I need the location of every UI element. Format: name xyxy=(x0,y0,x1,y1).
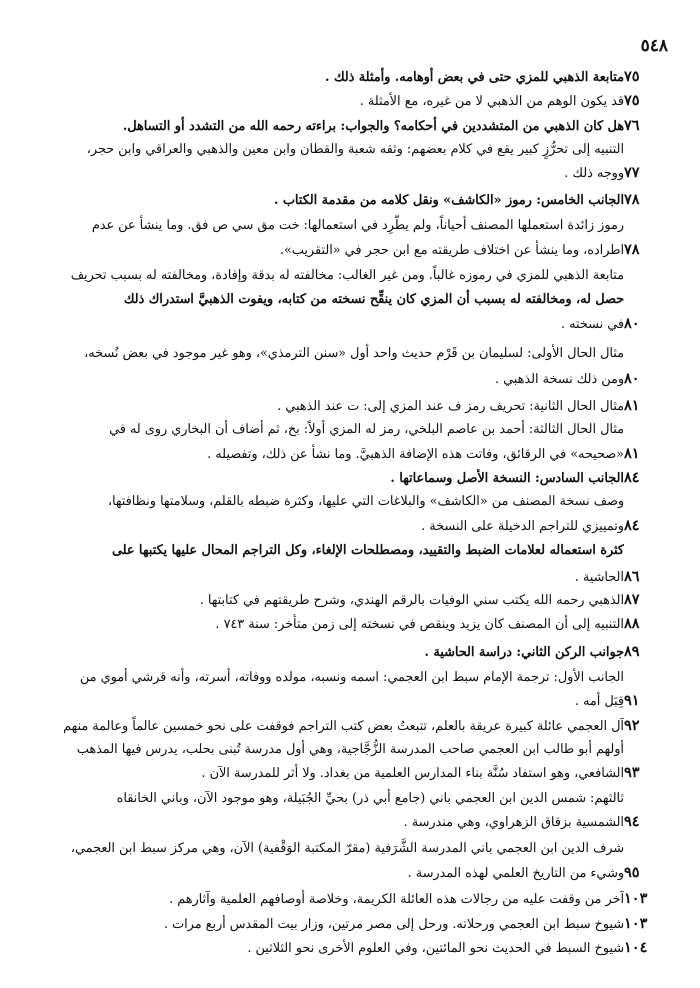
contents-line-text: مثال الحال الثانية: تحريف رمز ف عند المزي إلى: ت عند الذهبي . xyxy=(277,399,624,414)
contents-line-page: ٧٦ xyxy=(624,117,640,134)
contents-line-text: التنبيه إلى أن المصنف كان يزيد وينقص في نسخته إلى زمن متأخر: سنة ٧٤٣ . xyxy=(215,617,624,632)
contents-line-text: مثال الحال الأولى: لسليمان بن قَرْم حديث واحد أول «سنن الترمذي»، وهو غير موجود في بعض نُسخه، xyxy=(84,346,624,361)
contents-line xyxy=(28,189,672,211)
contents-line-page: ١٠٣ xyxy=(624,890,648,907)
contents-line-text: الشافعي، وهو استفاد سُنَّة بناء المدارس العلمية من بغداد. ولا أثر للمدرسة الآن . xyxy=(201,766,624,781)
contents-line xyxy=(28,613,672,635)
contents-line-text: متابعة الذهبي للمزي حتى في بعض أوهامه. وأمثلة ذلك . xyxy=(325,70,624,85)
contents-line-page: ٨٧ xyxy=(624,591,640,608)
contents-line-text: شيوخ السبط في الحديث نحو المائتين، وفي العلوم الأخرى نحو الثلاثين . xyxy=(247,941,624,956)
contents-line-text: آل العجمي عائلة كبيرة عريقة بالعلم، تتبعتُ بعض كتب التراجم فوقفت على نحو خمسين عالماً وعالمة منهم xyxy=(63,719,624,734)
contents-line-text: أولهم أبو طالب ابن العجمي صاحب المدرسة الزُّجَّاجية، وهي أول مدرسة تُبنى بحلب، يدرس فيها المذهب xyxy=(76,742,624,757)
contents-line-text: قد يكون الوهم من الذهبي لا من غيره، مع الأمثلة . xyxy=(359,94,624,109)
contents-line-text: آخر من وقفت عليه من رجالات هذه العائلة الكريمة، وخلاصة أوصافهم العلمية وآثارهم . xyxy=(169,892,624,907)
contents-line-text: «صحيحه» في الرقائق، وفاتت هذه الإضافة الذهبيَّ. وما نشأ عن ذلك، وتفصيله . xyxy=(207,447,624,462)
contents-line-page: ٨٨ xyxy=(624,615,640,632)
contents-line xyxy=(28,491,672,513)
contents-line-text: هل كان الذهبي من المتشددين في أحكامه؟ والجواب: براءته رحمه الله من التشدد أو التساهل. xyxy=(122,119,624,134)
contents-line-text: في نسخته . xyxy=(561,317,624,332)
contents-line-page: ٨٠ xyxy=(624,315,640,332)
contents-line xyxy=(28,368,672,390)
contents-line xyxy=(28,162,672,184)
contents-line-page: ٧٨ xyxy=(624,241,640,258)
contents-line xyxy=(28,641,672,663)
contents-line-page: ٧٧ xyxy=(624,164,640,181)
contents-line xyxy=(28,467,672,489)
contents-line-page: ٨٤ xyxy=(624,469,640,486)
contents-line-text: متابعة الذهبي للمزي في رموزه غالباً. ومن غير الغالب: مخالفته له بدقة وإفادة، ومخالفته له بسبب تحريف xyxy=(70,268,624,283)
contents-line xyxy=(28,888,672,910)
contents-line-page: ٧٥ xyxy=(624,68,640,85)
contents-line-text: الحاشية . xyxy=(574,570,624,585)
contents-line-page: ٧٥ xyxy=(624,92,640,109)
contents-line-text: وصف نسخة المصنف من «الكاشف» والبلاغات التي عليها، وكثرة ضبطه بالقلم، وسلامتها ونظافتها، xyxy=(107,494,624,509)
contents-line-text: كثرة استعماله لعلامات الضبط والتقييد، ومصطلحات الإلغاء، وكل التراجم المحال عليها يكتبها على xyxy=(111,543,624,558)
contents-line-text: قِبَل أمه . xyxy=(574,694,624,709)
contents-line xyxy=(28,215,672,237)
contents-line-text: حصل له، ومخالفته له بسبب أن المزي كان ينقِّح نسخته من كتابه، ويفوت الذهبيَّ استدراك ذلك xyxy=(123,292,624,307)
contents-line xyxy=(28,115,672,137)
contents-line-text: ووجه ذلك . xyxy=(564,166,624,181)
contents-line-text: مثال الحال الثالثة: أحمد بن عاصم البلخي، رمز له المزي أولاً: بخ، ثم أضاف أن البخاري روى له في xyxy=(109,422,624,437)
contents-line xyxy=(28,540,672,562)
contents-line xyxy=(28,443,672,465)
contents-line xyxy=(28,715,672,737)
contents-line xyxy=(28,515,672,537)
contents-line xyxy=(28,667,672,689)
contents-line-page: ٨٩ xyxy=(624,643,640,660)
contents-line xyxy=(28,937,672,959)
contents-line-page: ٩٢ xyxy=(624,717,640,734)
contents-line xyxy=(28,239,672,261)
contents-line xyxy=(28,566,672,588)
contents-line-page: ٧٨ xyxy=(624,191,640,208)
contents-line-text: الجانب الأول: ترجمة الإمام سبط ابن العجمي: اسمه ونسبه، مولده ووفاته، أسرته، وأنه قرشي أموي من xyxy=(79,670,624,685)
contents-line xyxy=(28,419,672,441)
contents-line xyxy=(28,788,672,810)
contents-line-page: ٨١ xyxy=(624,445,640,462)
contents-line-page: ٨٤ xyxy=(624,517,640,534)
contents-line xyxy=(28,313,672,335)
contents-line xyxy=(28,913,672,935)
contents-line-page: ٨٦ xyxy=(624,568,640,585)
contents-line-page: ٩٣ xyxy=(624,764,640,781)
contents-line-text: رموز زائدة استعملها المصنف أحياناً، ولم يطَّرِد في استعمالها: خت مق سي ص فق. وما ينشأ عن عدم xyxy=(91,218,624,233)
contents-line xyxy=(28,589,672,611)
contents-line xyxy=(28,66,672,88)
contents-line-text: شرف الدين ابن العجمي باني المدرسة الشَّرَفية (مقرّ المكتبة الوَقْفية) الآن، وهي مركز سبط ابن العجمي، xyxy=(70,841,624,856)
contents-line-page: ٨٠ xyxy=(624,370,640,387)
page-number: ٥٤٨ xyxy=(640,36,668,56)
contents-line-text: الجانب الخامس: رموز «الكاشف» ونقل كلامه من مقدمة الكتاب . xyxy=(273,193,624,208)
contents-line-text: الجانب السادس: النسخة الأصل وسماعاتها . xyxy=(390,471,624,486)
contents-line-text: ثالثهم: شمس الدين ابن العجمي باني (جامع أبي ذر) بحيِّ الجُبَيلة، وهو موجود الآن، وباني الخانقاه xyxy=(116,791,624,806)
contents-line xyxy=(28,343,672,365)
contents-line xyxy=(28,762,672,784)
contents-line xyxy=(28,838,672,860)
contents-line-text: شيوخ سبط ابن العجمي ورحلاته. ورحل إلى مصر مرتين، وزار بيت المقدس أربع مرات . xyxy=(163,917,624,932)
contents-line-page: ١٠٣ xyxy=(624,915,648,932)
contents-line-text: ومن ذلك نسخة الذهبي . xyxy=(494,372,624,387)
contents-line-page: ٩٤ xyxy=(624,813,640,830)
contents-line xyxy=(28,739,672,761)
contents-line-text: جوانب الركن الثاني: دراسة الحاشية . xyxy=(424,645,624,660)
contents-line xyxy=(28,90,672,112)
contents-line-page: ٨١ xyxy=(624,397,640,414)
contents-line-text: وتمييزي للتراجم الدخيلة على النسخة . xyxy=(421,519,624,534)
contents-line-text: التنبيه إلى تحرُّزٍ كبير يقع في كلام بعضهم: وثقه شعبة والقطان وابن معين والذهبي والعراقي وابن حجر، xyxy=(86,142,624,157)
contents-line xyxy=(28,690,672,712)
contents-line-text: وشيء من التاريخ العلمي لهذه المدرسة . xyxy=(407,866,624,881)
contents-line-page: ٩٥ xyxy=(624,864,640,881)
contents-line xyxy=(28,862,672,884)
contents-line-text: الذهبي رحمه الله يكتب سني الوفيات بالرقم الهندي، وشرح طريقتهم في كتابتها . xyxy=(199,593,624,608)
contents-line-text: اطراده، وما ينشأ عن اختلاف طريقته مع ابن حجر في «التقريب». xyxy=(279,243,624,258)
contents-line-text: الشمسية بزقاق الزهراوي، وهي مندرسة . xyxy=(403,815,624,830)
contents-line xyxy=(28,395,672,417)
contents-line-page: ١٠٤ xyxy=(624,939,648,956)
contents-line xyxy=(28,289,672,311)
contents-line xyxy=(28,139,672,161)
contents-line-page: ٩١ xyxy=(624,692,640,709)
contents-line xyxy=(28,811,672,833)
contents-line xyxy=(28,265,672,287)
